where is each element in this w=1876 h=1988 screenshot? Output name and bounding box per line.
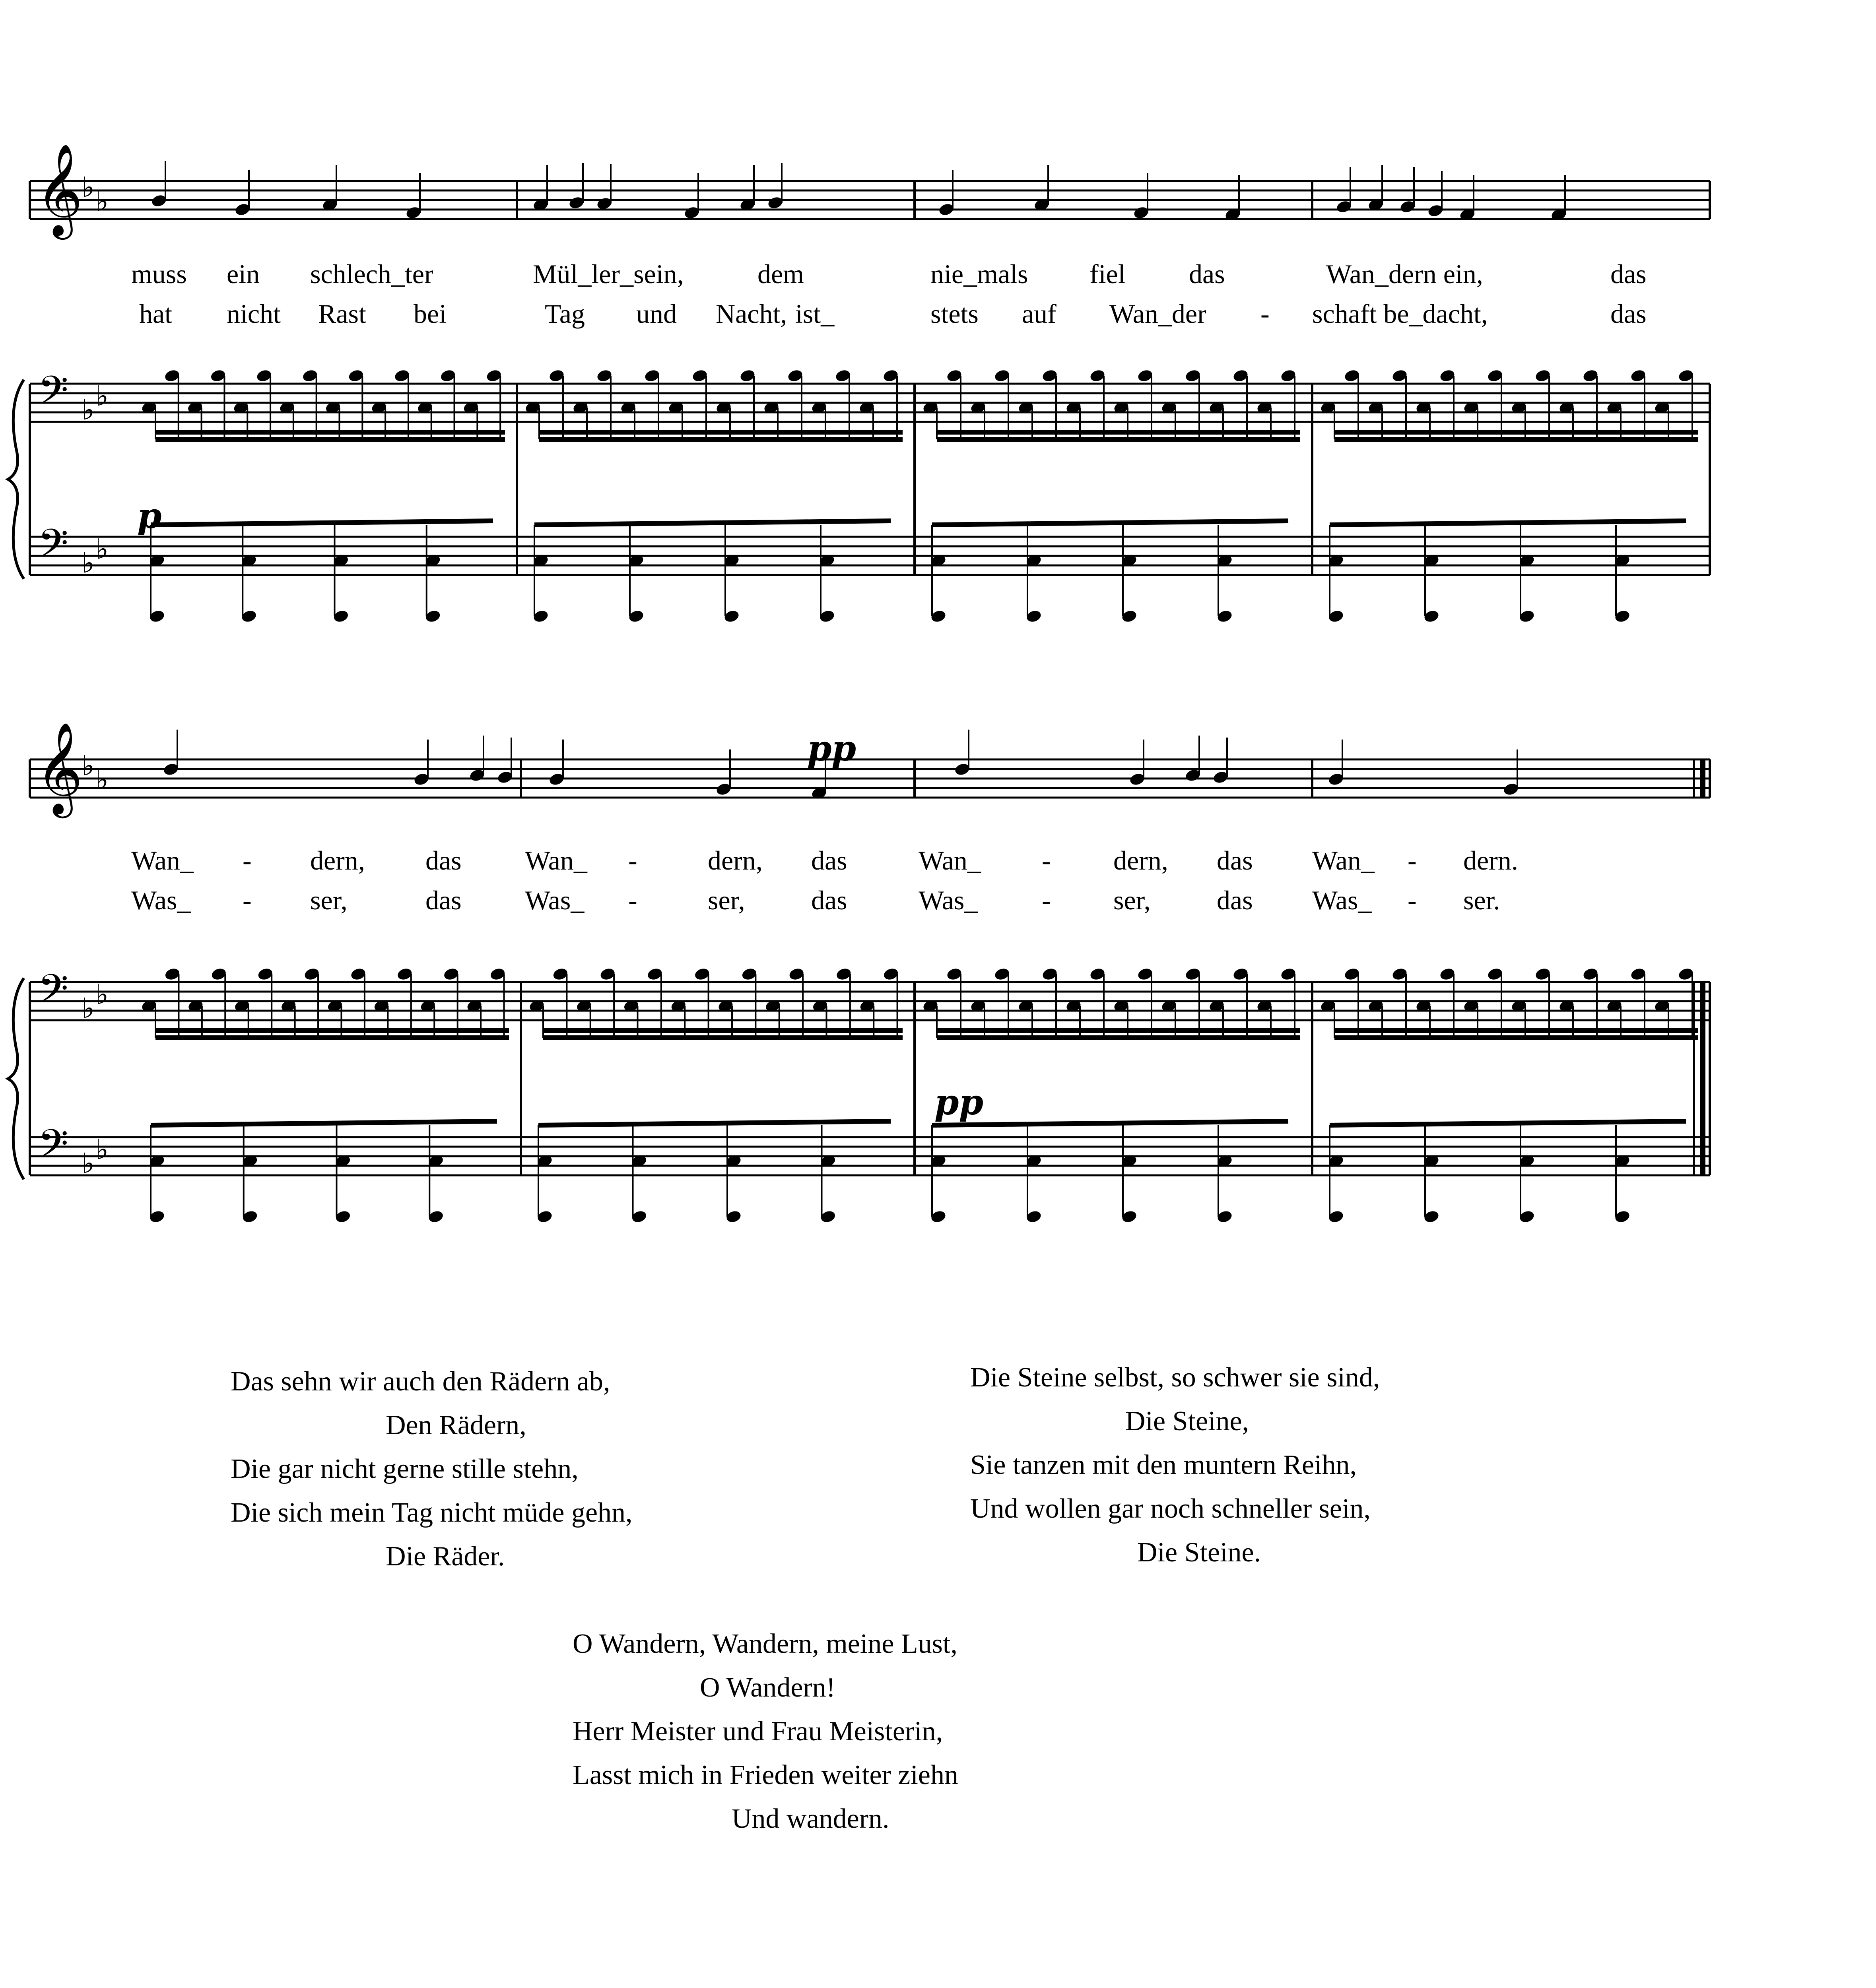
- stanza-line: Sie tanzen mit den muntern Reihn,: [970, 1450, 1357, 1480]
- beam: [1330, 1121, 1686, 1125]
- stanza-line: Die Steine selbst, so schwer sie sind,: [970, 1362, 1380, 1393]
- lyric-syllable: -: [628, 845, 637, 876]
- stanza-line: Das sehn wir auch den Rädern ab,: [231, 1366, 610, 1397]
- flat-sign: ♭: [95, 380, 109, 412]
- lyric-syllable: das: [811, 885, 847, 915]
- lyric-syllable: Was_: [919, 885, 978, 915]
- flat-sign: ♭: [82, 171, 95, 204]
- lyric-syllable: -: [1408, 885, 1417, 915]
- piano-braces: [8, 380, 24, 1179]
- beam: [932, 521, 1288, 525]
- lyric-syllable: ist_: [795, 299, 835, 329]
- lyric-syllable: ser,: [708, 885, 745, 915]
- lyric-syllable: -: [628, 885, 637, 915]
- lyric-syllable: stets: [930, 299, 979, 329]
- lyric-syllable: Rast: [318, 299, 366, 329]
- lyric-syllable: das: [1217, 885, 1253, 915]
- flat-sign: ♭: [82, 547, 95, 579]
- flat-sign: ♭: [82, 1147, 95, 1180]
- bass-clef: 𝄢: [38, 966, 69, 1021]
- dynamic-pianissimo-piano: pp: [934, 1081, 984, 1123]
- lyric-syllable: fiel: [1089, 259, 1126, 289]
- stanza-line: Den Rädern,: [386, 1410, 526, 1441]
- lyric-syllable: das: [811, 845, 847, 876]
- lyric-syllable: bei: [414, 299, 447, 329]
- lyric-syllable: dern,: [310, 845, 365, 876]
- lyric-syllable: nicht: [227, 299, 281, 329]
- flat-sign: ♭: [82, 749, 95, 782]
- stanza-line: Die sich mein Tag nicht müde gehn,: [231, 1497, 633, 1528]
- lyric-syllable: und: [636, 299, 677, 329]
- lyric-syllable: Wan_dern ein,: [1326, 259, 1483, 289]
- stanza-line: Herr Meister und Frau Meisterin,: [573, 1716, 943, 1747]
- flat-sign: ♭: [95, 185, 109, 217]
- lyric-syllable: das: [1610, 299, 1647, 329]
- beam: [538, 1121, 891, 1125]
- flat-sign: ♭: [95, 533, 109, 565]
- lyric-syllable: Wan_der: [1109, 299, 1206, 329]
- piano-brace: [8, 978, 24, 1179]
- flat-sign: ♭: [82, 394, 95, 426]
- dynamic-piano: p: [137, 495, 162, 536]
- lyric-syllable: schaft be_dacht,: [1312, 299, 1488, 329]
- lyric-syllable: muss: [131, 259, 187, 289]
- staff-lines: [30, 181, 1710, 1175]
- treble-clef: 𝄞: [36, 143, 83, 236]
- lyric-syllable: Wan_: [1312, 845, 1375, 876]
- lyric-syllable: dem: [757, 259, 804, 289]
- stanza-line: O Wandern, Wandern, meine Lust,: [573, 1629, 957, 1659]
- barlines: [30, 181, 1710, 1175]
- stanza-line: Die Steine.: [1137, 1537, 1261, 1568]
- lyric-syllable: ser,: [1113, 885, 1151, 915]
- lyric-syllable: ein: [227, 259, 260, 289]
- clefs: [36, 143, 109, 1180]
- lyric-syllable: -: [243, 885, 252, 915]
- lyric-syllable: Was_: [525, 885, 585, 915]
- lyric-syllable: schlech_ter: [310, 259, 433, 289]
- flat-sign: ♭: [95, 1133, 109, 1166]
- lyric-syllable: -: [1042, 885, 1051, 915]
- beam: [534, 521, 891, 525]
- flat-sign: ♭: [95, 763, 109, 796]
- lyric-syllable: Wan_: [525, 845, 587, 876]
- lyric-syllable: -: [1408, 845, 1417, 876]
- treble-clef: 𝄞: [36, 722, 83, 814]
- stanza-line: Und wollen gar noch schneller sein,: [970, 1493, 1371, 1524]
- lyric-syllable: dern,: [708, 845, 763, 876]
- piano-brace: [8, 380, 24, 579]
- stanza-left: [231, 1360, 633, 1578]
- beam: [1330, 521, 1686, 525]
- lyric-syllable: das: [1217, 845, 1253, 876]
- beam: [151, 1121, 497, 1125]
- lyric-syllable: Mül_ler_sein,: [533, 259, 684, 289]
- lyric-syllable: das: [425, 845, 462, 876]
- stanza-center: [573, 1622, 958, 1841]
- stanza-line: Die gar nicht gerne stille stehn,: [231, 1454, 579, 1484]
- bass-clef: 𝄢: [38, 1121, 69, 1176]
- stanza-line: Die Steine,: [1125, 1406, 1249, 1437]
- lyric-syllable: dern,: [1113, 845, 1168, 876]
- lyric-syllable: -: [1042, 845, 1051, 876]
- beam: [151, 521, 493, 525]
- lyric-syllable: hat: [139, 299, 173, 329]
- dynamic-pianissimo-voice: pp: [807, 728, 856, 769]
- lyric-syllable: Was_: [1312, 885, 1372, 915]
- lyric-syllable: -: [1260, 299, 1270, 329]
- lyric-syllable: Tag: [545, 299, 585, 329]
- lyric-syllable: dern.: [1463, 845, 1518, 876]
- flat-sign: ♭: [95, 978, 109, 1011]
- lyric-syllable: Nacht,: [716, 299, 787, 329]
- lyric-syllable: ser.: [1463, 885, 1500, 915]
- lyric-syllable: auf: [1022, 299, 1056, 329]
- lyric-syllable: Was_: [131, 885, 191, 915]
- bass-clef: 𝄢: [38, 521, 69, 576]
- lyric-syllable: Wan_: [131, 845, 194, 876]
- stanza-line: Und wandern.: [732, 1804, 889, 1834]
- lyric-syllable: ser,: [310, 885, 348, 915]
- bass-clef: 𝄢: [38, 368, 69, 423]
- lyric-syllable: nie_mals: [930, 259, 1028, 289]
- beam: [932, 1121, 1288, 1125]
- stanza-line: Die Räder.: [386, 1541, 505, 1572]
- flat-sign: ♭: [82, 992, 95, 1025]
- stanza-line: O Wandern!: [700, 1672, 836, 1703]
- stanza-line: Lasst mich in Frieden weiter ziehn: [573, 1760, 958, 1790]
- lyric-syllable: Wan_: [919, 845, 981, 876]
- stanza-right: [970, 1356, 1380, 1574]
- lyric-syllable: das: [425, 885, 462, 915]
- lyric-syllable: das: [1610, 259, 1647, 289]
- lyric-syllable: -: [243, 845, 252, 876]
- lyric-syllable: das: [1189, 259, 1225, 289]
